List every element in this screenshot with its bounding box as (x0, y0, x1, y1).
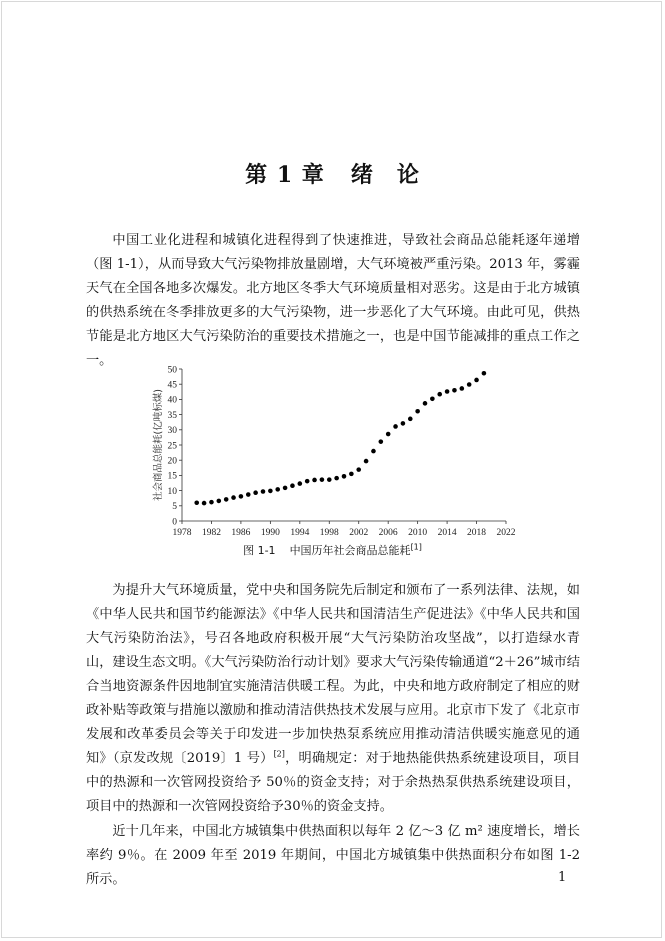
x-tick-label: 1982 (201, 528, 221, 538)
data-point (437, 392, 442, 397)
paragraph-3: 近十几年来，中国北方城镇集中供热面积以每年 2 亿～3 亿 m² 速度增长，增长率约 9％。在 2009 年至 2019 年期间，中国北方城镇集中供热面积分布如图 1-2 所示。 (86, 824, 580, 887)
figure-caption-text: 中国历年社会商品总能耗 (289, 544, 411, 557)
data-point (239, 494, 244, 499)
x-tick-label: 1998 (319, 528, 339, 538)
x-tick-label: 2014 (437, 528, 457, 538)
data-point (305, 479, 310, 484)
x-tick-label: 2022 (496, 528, 516, 538)
y-tick-label: 5 (172, 502, 177, 513)
y-tick-label: 15 (167, 471, 177, 482)
data-point (217, 499, 222, 504)
y-tick-label: 50 (167, 365, 177, 376)
data-point (231, 495, 236, 500)
data-point (283, 486, 288, 491)
x-tick-label: 1994 (290, 528, 310, 538)
data-point (467, 382, 472, 387)
data-point (246, 492, 251, 497)
paragraph-1: 中国工业化进程和城镇化进程得到了快速推进，导致社会商品总能耗逐年递增（图 1-1），从而导致大气污染物排放量剧增，大气环境被严重污染。2013 年，雾霾天气在全国各地多次爆发。北方地区冬季大气环境质量相对恶劣。这是由于北方城镇的供热系统在冬季排放更多的大气污染物，进一步恶化了大气环境。由此可见，供热节能是北方地区大气污染防治的重要技术措施之一，也是中国节能减排的重点工作之一。 (86, 233, 580, 368)
citation-2[interactable]: [2] (273, 749, 285, 759)
data-point (202, 501, 207, 506)
data-point (275, 487, 280, 492)
y-tick-label: 35 (167, 410, 177, 421)
figure-reference: [1] (410, 542, 422, 552)
x-tick-label: 1990 (260, 528, 280, 538)
data-point (415, 409, 420, 414)
data-point (482, 371, 487, 376)
energy-consumption-chart (150, 362, 520, 538)
y-tick-label: 45 (167, 380, 177, 391)
data-point (334, 476, 339, 481)
x-tick-label: 2002 (349, 528, 369, 538)
y-tick-label: 10 (167, 486, 177, 497)
y-tick-label: 0 (172, 517, 177, 528)
data-point (452, 388, 457, 393)
data-point (423, 401, 428, 406)
y-tick-label: 30 (167, 426, 177, 437)
data-point (253, 490, 258, 495)
data-point (460, 386, 465, 391)
data-point (356, 467, 361, 472)
data-point (268, 489, 273, 494)
data-point (379, 439, 384, 444)
data-point (194, 500, 199, 505)
data-point (364, 459, 369, 464)
data-point (320, 477, 325, 482)
data-point (349, 472, 354, 477)
x-tick-label: 2006 (378, 528, 398, 538)
y-axis-label: 社会商品总能耗(亿吨标煤) (153, 389, 164, 501)
data-point (474, 378, 479, 383)
y-tick-label: 25 (167, 441, 177, 452)
chapter-title (0, 158, 665, 189)
data-point (327, 477, 332, 482)
data-point (342, 474, 347, 479)
data-point (209, 500, 214, 505)
y-tick-label: 40 (167, 395, 177, 406)
y-tick-label: 20 (167, 456, 177, 467)
paragraph-2-text-b: ，明确规定：对于地热能供热系统建设项目，项目中的热源和一次管网投资给予 50％的资金支持；对于余热热泵供热系统建设项目，项目中的热源和一次管网投资给予30％的资金支持。 (86, 751, 581, 814)
page-number: 1 (558, 870, 567, 885)
x-tick-label: 2018 (467, 528, 487, 538)
paragraph-2 (86, 579, 580, 819)
data-point (408, 417, 413, 422)
chapter-name: 绪 论 (350, 162, 420, 188)
data-point (290, 483, 295, 488)
figure-number: 图 1-1 (243, 544, 276, 557)
data-point (393, 424, 398, 429)
data-point (445, 389, 450, 394)
data-point (298, 481, 303, 486)
x-tick-label: 1986 (231, 528, 251, 538)
data-point (224, 497, 229, 502)
chapter-number: 第 1 章 (245, 162, 325, 188)
x-tick-label: 2010 (408, 528, 428, 538)
data-point (312, 478, 317, 483)
data-point (430, 396, 435, 401)
x-tick-label: 1978 (172, 528, 192, 538)
data-point (401, 421, 406, 426)
data-point (386, 432, 391, 437)
figure-caption (0, 542, 665, 558)
data-point (371, 449, 376, 454)
data-point (261, 489, 266, 494)
paragraph-2-text-a: 为提升大气环境质量，党中央和国务院先后制定和颁布了一系列法律、法规，如《中华人民共和国节约能源法》《中华人民共和国清洁生产促进法》《中华人民共和国大气污染防治法》，号召各地政府积极开展“大气污染防治攻坚战”，以打造绿水青山，建设生态文明。《大气污染防治行动计划》要求大气污染传输通道“2＋26”城市结合当地资源条件因地制宜实施清洁供暖工程。为此，中央和地方政府制定了相应的财政补贴等政策与措施以激励和推动清洁供热技术发展与应用。北京市下发了《北京市发展和改革委员会等关于印发进一步加快热泵系统应用推动清洁供暖实施意见的通知》（京发改规〔2019〕1 号） (86, 583, 580, 766)
